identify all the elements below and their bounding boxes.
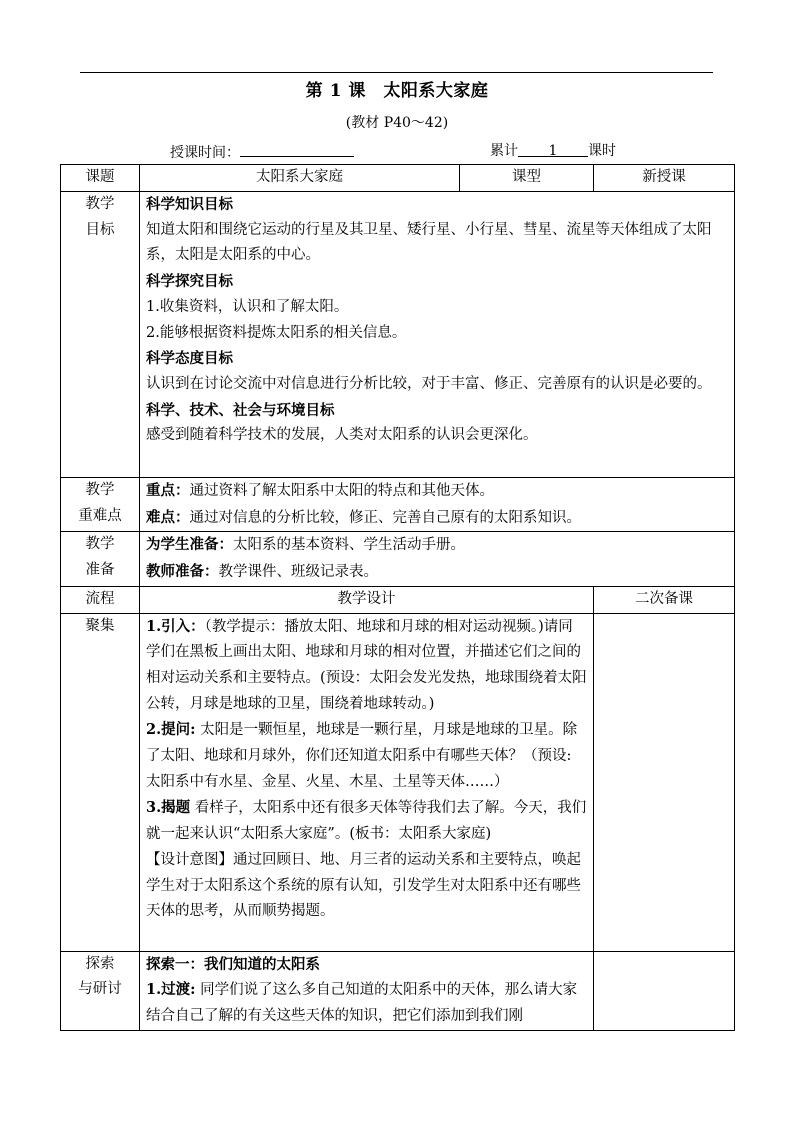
explore-label: 探索 与研讨 — [61, 951, 140, 1030]
knowledge-goal-text: 知道太阳和围绕它运动的行星及其卫星、矮行星、小行星、彗星、流星等天体组成了太阳系，太阳是太阳系的中心。 — [146, 221, 712, 264]
key-points-content — [140, 478, 735, 532]
inquiry-goal-1: 1.收集资料，认识和了解太阳。 — [146, 298, 349, 315]
inquiry-goal-2: 2.能够根据资料提炼太阳系的相关信息。 — [146, 324, 407, 341]
knowledge-goal-heading: 科学知识目标 — [146, 196, 233, 213]
prep-row — [61, 532, 735, 586]
goals-label: 教学 目标 — [61, 192, 140, 478]
explore-content — [140, 951, 594, 1030]
focus-label: 聚集 — [61, 613, 140, 951]
process-header-row — [61, 586, 735, 613]
lesson-title: 第 1 课 太阳系大家庭 — [305, 81, 489, 101]
focus-step-3: 3.揭题 看样子，太阳系中还有很多天体等待我们去了解。今天，我们就一起来认识“太阳系大家庭”。(板书：太阳系大家庭) — [146, 799, 587, 843]
textbook-pages: (教材 P40～42) — [345, 115, 449, 131]
difficult-point: 难点：通过对信息的分析比较，修正、完善自己原有的太阳系知识。 — [146, 508, 581, 526]
topic-row — [61, 165, 735, 192]
key-points-label: 教学 重难点 — [61, 478, 140, 532]
top-rule — [80, 72, 713, 73]
explore-revision-cell — [594, 951, 735, 1030]
lesson-plan-table — [60, 164, 735, 1031]
design-col-header: 教学设计 — [140, 586, 594, 613]
explore-step-1: 1.过渡: 同学们说了这么多自己知道的太阳系中的天体，那么请大家结合自己了解的有关这些天体的知识，把它们添加到我们刚 — [146, 981, 578, 1024]
focus-revision-cell — [594, 613, 735, 951]
focus-step-1: 1.引入：（教学提示：播放太阳、地球和月球的相对运动视频。)请同学们在黑板上画出太阳、地球和月球的相对位置，并描述它们之间的相对运动关系和主要特点。(预设：太阳会发光发热，地球围绕着太阳公转，月球是地球的卫星，围绕着地球转动。) — [146, 617, 587, 712]
explore-heading: 探索一：我们知道的太阳系 — [146, 955, 320, 973]
goals-row — [61, 192, 735, 478]
focus-step-2: 2.提问: 太阳是一颗恒星，地球是一颗行星，月球是地球的卫星。除了太阳、地球和月球外，你们还知道太阳系中有哪些天体？（预设: 太阳系中有水星、金星、火星、木星、土星等天体……） — [146, 721, 578, 790]
focus-row — [61, 613, 735, 951]
focus-content — [140, 613, 594, 951]
process-col-header: 流程 — [61, 586, 140, 613]
topic-label: 课题 — [61, 165, 140, 192]
type-label: 课型 — [460, 165, 594, 192]
sts-goal-heading: 科学、技术、社会与环境目标 — [146, 401, 335, 419]
class-time-line — [170, 142, 354, 162]
type-value: 新授课 — [594, 165, 735, 192]
prep-label: 教学 准备 — [61, 532, 140, 586]
key-points-row — [61, 478, 735, 532]
class-time-label: 授课时间： — [170, 145, 240, 161]
revision-col-header: 二次备课 — [594, 586, 735, 613]
prep-content — [140, 532, 735, 586]
goals-content — [140, 192, 735, 478]
sts-goal-text: 感受到随着科学技术的发展，人类对太阳系的认识会更深化。 — [146, 427, 538, 444]
cumulative-hours-line — [490, 142, 616, 160]
cumulative-value: 1 — [518, 142, 588, 157]
key-point: 重点：通过资料了解太阳系中太阳的特点和其他天体。 — [146, 482, 494, 499]
attitude-goal-heading: 科学态度目标 — [146, 350, 233, 368]
topic-value: 太阳系大家庭 — [140, 165, 460, 192]
attitude-goal-text: 认识到在讨论交流中对信息进行分析比较，对于丰富、修正、完善原有的认识是必要的。 — [146, 375, 712, 392]
teacher-prep: 教师准备：教学课件、班级记录表。 — [146, 563, 378, 581]
class-time-blank — [240, 142, 354, 157]
focus-design-intent: 【设计意图】通过回顾日、地、月三者的运动关系和主要特点，唤起学生对于太阳系这个系统的原有认知，引发学生对太阳系中还有哪些天体的思考，从而顺势揭题。 — [146, 851, 581, 920]
cumulative-prefix: 累计 — [490, 143, 518, 159]
cumulative-suffix: 课时 — [588, 143, 616, 159]
explore-row — [61, 951, 735, 1030]
inquiry-goal-heading: 科学探究目标 — [146, 273, 233, 291]
student-prep: 为学生准备：太阳系的基本资料、学生活动手册。 — [146, 536, 465, 554]
